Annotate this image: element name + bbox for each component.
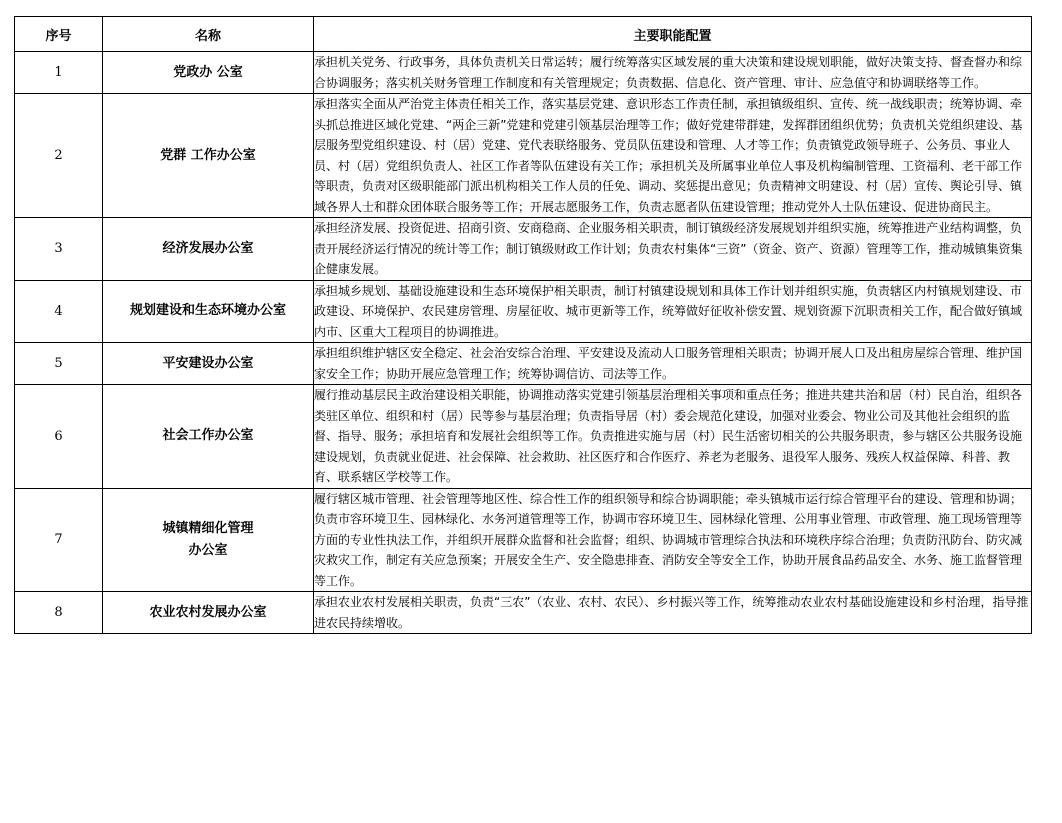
row-duty: 承担城乡规划、基础设施建设和生态环境保护相关职责，制订村镇建设规划和具体工作计划并组织实施，负责辖区内村镇规划建设、市政建设、环境保护、农民建房管理、房屋征收、城市更新等工作，统筹做好征收补偿安置、规划资源下沉职责相关工作，配合做好镇域内市、区重大工程项目的协调推进。 — [314, 280, 1032, 343]
row-duty: 承担机关党务、行政事务，具体负责机关日常运转；履行统筹落实区域发展的重大决策和建设规划职能，做好决策支持、督查督办和综合协调服务；落实机关财务管理工作制度和有关管理规定；负责数据、信息化、资产管理、审计、应急值守和协调联络等工作。 — [314, 52, 1032, 94]
table-row — [15, 592, 1032, 634]
org-function-table — [14, 16, 1032, 634]
table-row — [15, 488, 1032, 592]
row-name: 规划建设和生态环境办公室 — [103, 280, 314, 343]
row-name: 党群 工作办公室 — [103, 94, 314, 218]
row-seq: 8 — [15, 592, 103, 634]
row-name — [103, 488, 314, 592]
row-seq: 7 — [15, 488, 103, 592]
row-seq: 3 — [15, 218, 103, 281]
table-row — [15, 280, 1032, 343]
row-seq: 5 — [15, 343, 103, 385]
row-duty: 承担落实全面从严治党主体责任相关工作，落实基层党建、意识形态工作责任制，承担镇级组织、宣传、统一战线职责；统筹协调、牵头抓总推进区域化党建、“两企三新”党建和党建引领基层治理等工作；做好党建带群建，发挥群团组织优势；负责机关党组织建设、基层服务型党组织建设、村（居）党建、党代表联络服务、党员队伍建设和管理、人才等工作；负责镇党政领导班子、公务员、事业人员、村（居）党组织负责人、社区工作者等队伍建设有关工作；承担机关及所属事业单位人事及机构编制管理、工资福利、老干部工作等职责，负责对区级职能部门派出机构相关工作人员的任免、调动、奖惩提出意见；负责精神文明建设、村（居）宣传、舆论引导、镇域各界人士和群众团体联合服务等工作；开展志愿服务工作，负责志愿者队伍建设管理；推动党外人士队伍建设、促进协商民主。 — [314, 94, 1032, 218]
row-name-line1: 城镇精细化管理 — [162, 520, 254, 536]
table-row — [15, 94, 1032, 218]
table-row — [15, 52, 1032, 94]
row-duty: 承担组织维护辖区安全稳定、社会治安综合治理、平安建设及流动人口服务管理相关职责；协调开展人口及出租房屋综合管理、维护国家安全工作；协助开展应急管理工作；统筹协调信访、司法等工作。 — [314, 343, 1032, 385]
table-row — [15, 385, 1032, 489]
row-duty: 履行推动基层民主政治建设相关职能，协调推动落实党建引领基层治理相关事项和重点任务；推进共建共治和居（村）民自治，组织各类驻区单位、组织和村（居）民等参与基层治理；负责指导居（村）委会规范化建设，加强对业委会、物业公司及其他社会组织的监督、指导、服务；承担培育和发展社会组织等工作。负责推进实施与居（村）民生活密切相关的公共服务职责，参与辖区公共服务设施建设规划，负责就业促进、社会保障、社会救助、社区医疗和合作医疗、养老为老服务、退役军人服务、残疾人权益保障、科普、教育、联系辖区学校等工作。 — [314, 385, 1032, 489]
header-duty: 主要职能配置 — [314, 17, 1032, 52]
row-name: 经济发展办公室 — [103, 218, 314, 281]
table-header-row — [15, 17, 1032, 52]
row-name-line2: 办公室 — [188, 542, 228, 558]
row-seq: 1 — [15, 52, 103, 94]
row-duty: 承担经济发展、投资促进、招商引资、安商稳商、企业服务相关职责，制订镇级经济发展规划并组织实施，统筹推进产业结构调整，负责开展经济运行情况的统计等工作；制订镇级财政工作计划；负责农村集体“三资”（资金、资产、资源）管理等工作，推动城镇集资集企健康发展。 — [314, 218, 1032, 281]
row-name: 社会工作办公室 — [103, 385, 314, 489]
row-duty: 履行辖区城市管理、社会管理等地区性、综合性工作的组织领导和综合协调职能；牵头镇城市运行综合管理平台的建设、管理和协调；负责市容环境卫生、园林绿化、水务河道管理等工作，协调市容环境卫生、园林绿化管理、公用事业管理、市政管理、施工现场管理等方面的专业性执法工作，并组织开展群众监督和社会监督；组织、协调城市管理综合执法和环境秩序综合治理；负责防汛防台、防灾减灾救灾工作，制定有关应急预案；开展安全生产、安全隐患排查、消防安全等安全工作，协助开展食品药品安全、水务、施工监督管理等工作。 — [314, 488, 1032, 592]
row-name: 农业农村发展办公室 — [103, 592, 314, 634]
row-seq: 2 — [15, 94, 103, 218]
row-duty: 承担农业农村发展相关职责，负责“三农”（农业、农村、农民）、乡村振兴等工作，统筹推动农业农村基础设施建设和乡村治理，指导推进农民持续增收。 — [314, 592, 1032, 634]
header-seq: 序号 — [15, 17, 103, 52]
row-name: 党政办 公室 — [103, 52, 314, 94]
header-name: 名称 — [103, 17, 314, 52]
table-row — [15, 343, 1032, 385]
row-seq: 4 — [15, 280, 103, 343]
row-seq: 6 — [15, 385, 103, 489]
table-row — [15, 218, 1032, 281]
row-name: 平安建设办公室 — [103, 343, 314, 385]
